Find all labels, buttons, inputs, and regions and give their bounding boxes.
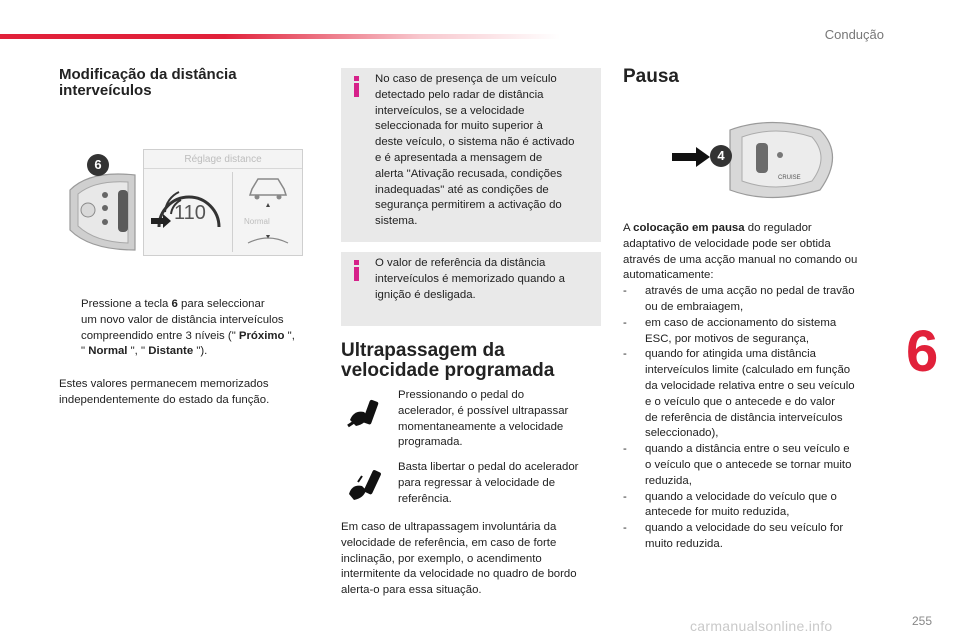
text-line: alerta-o para essa situação.: [341, 584, 482, 597]
pedal-release-text: [398, 460, 598, 507]
list-item-line: quando for atingida uma distância: [645, 348, 816, 361]
info-box-memory: [341, 252, 601, 326]
list-item-line: ESC, por motivos de segurança,: [645, 332, 809, 345]
title-line: interveículos: [59, 82, 152, 99]
title-line: Modificação da distância: [59, 66, 237, 83]
list-item-line: reduzida,: [645, 474, 692, 487]
text-line: inclinação, por exemplo, o acendimento: [341, 552, 542, 565]
list-dash: -: [623, 285, 627, 298]
text-line: intermitente da velocidade no quadro de bordo: [341, 568, 577, 581]
cruise-label: CRUISE: [778, 175, 801, 181]
list-item: [623, 442, 888, 489]
instruction-line: [59, 297, 329, 313]
list-item: [623, 316, 888, 348]
level-name: Normal: [88, 345, 128, 358]
screen-mode-label: Normal: [244, 217, 270, 226]
list-item-line: quando a velocidade do veículo que o: [645, 490, 837, 503]
list-item-line: em caso de accionamento do sistema: [645, 316, 837, 329]
text-line: para regressar à velocidade de: [398, 476, 556, 489]
key-badge-6: 6: [87, 154, 109, 176]
screen-divider: [144, 168, 302, 169]
text-line: segurança permitirem a activação do: [375, 199, 562, 212]
text: ",: [284, 329, 295, 342]
info-icon: [353, 260, 361, 281]
instruction-line: [59, 344, 329, 360]
list-item: [623, 347, 888, 442]
section-title-pause: Pausa: [623, 66, 679, 87]
list-item-line: e o veículo que o antecede e do valor: [645, 395, 835, 408]
screen-title: Réglage distance: [184, 154, 262, 165]
info-text: [375, 256, 599, 303]
emphasis: colocação em pausa: [633, 222, 745, 234]
text-line: momentaneamente a velocidade: [398, 420, 564, 433]
memo-paragraph: [59, 377, 329, 409]
text-line: deste veículo, o sistema não é activado: [375, 136, 575, 149]
list-item-line: ou de embraiagem,: [645, 300, 744, 313]
memo-line: independentemente do estado da função.: [59, 393, 270, 406]
list-item: [623, 284, 888, 316]
list-item-line: quando a distância entre o seu veículo e: [645, 443, 850, 456]
list-dash: -: [623, 522, 627, 535]
list-item-line: antecede for muito reduzida,: [645, 506, 790, 519]
text-line: programada.: [398, 436, 463, 449]
info-icon: [353, 76, 361, 97]
text: Pressione a tecla: [81, 298, 172, 310]
text-line: detectado pelo radar de distância: [375, 88, 544, 101]
text-line: Basta libertar o pedal do acelerador: [398, 461, 579, 473]
text-line: alerta "Ativação recusada, condições: [375, 167, 563, 180]
text-line: sistema.: [375, 215, 418, 228]
memo-line: Estes valores permanecem memorizados: [59, 378, 269, 390]
list-item-line: muito reduzida.: [645, 537, 723, 550]
key-badge-4: 4: [710, 145, 732, 167]
list-item-line: seleccionado),: [645, 427, 719, 440]
title-line: velocidade programada: [341, 360, 555, 381]
text-line: automaticamente:: [623, 269, 714, 282]
intro-lines: [623, 237, 888, 284]
pause-intro: [623, 221, 888, 553]
section-title-overtake: [341, 341, 554, 381]
level-name: Próximo: [238, 329, 285, 342]
instruction-line: um novo valor de distância interveículos: [81, 313, 284, 326]
foot-press-pedal-icon: [346, 396, 382, 432]
pause-conditions-list: [623, 284, 888, 553]
text-line: No caso de presença de um veículo: [375, 73, 557, 85]
screen-vdivider: [232, 172, 233, 252]
text-line: acelerador, é possível ultrapassar: [398, 404, 569, 417]
key-ref: 6: [171, 298, 178, 310]
text-line: e é apresentada a mensagem de: [375, 151, 543, 164]
text-line: interveículos, se a velocidade: [375, 104, 525, 117]
page-number: 255: [912, 614, 933, 628]
section-title-distance: [59, 67, 237, 99]
speed-readout: 110: [174, 202, 206, 224]
steering-pad-icon: [670, 115, 880, 205]
distance-setting-screen: [143, 149, 303, 256]
text: A: [623, 222, 634, 234]
text-line: Pressionando o pedal do: [398, 389, 525, 401]
text: compreendido entre 3 níveis (": [81, 329, 239, 342]
list-dash: -: [623, 348, 627, 361]
text-line: através de uma acção manual no comando ou: [623, 253, 858, 266]
list-dash: -: [623, 490, 627, 503]
list-item-line: de referência de distância interveículos: [645, 411, 843, 424]
pedal-press-text: [398, 388, 598, 451]
text-line: inadequadas" até as condições de: [375, 183, 549, 196]
text-line: O valor de referência da distância: [375, 257, 546, 269]
pause-control-illustration: [670, 115, 880, 205]
text-line: velocidade de referência, em caso de forte: [341, 536, 557, 549]
list-item: [623, 521, 888, 553]
text: do regulador: [744, 222, 812, 234]
instruction-paragraph: [59, 297, 329, 360]
text: ").: [193, 345, 208, 358]
text-line: adaptativo de velocidade pode ser obtida: [623, 237, 831, 250]
text-line: interveículos é memorizado quando a: [375, 272, 565, 285]
watermark: carmanualsonline.info: [690, 618, 833, 634]
list-item-line: interveículos limite (calculado em função: [645, 364, 851, 377]
text-line: seleccionada for muito superior à: [375, 120, 543, 133]
info-box-radar: [341, 68, 601, 242]
list-item-line: quando a velocidade do seu veículo for: [645, 522, 844, 535]
text-line: referência.: [398, 492, 452, 505]
list-item-line: da velocidade relativa entre o seu veículo: [645, 379, 855, 392]
instruction-line: [59, 329, 329, 345]
header-accent-bar: [0, 34, 560, 39]
text-line: Em caso de ultrapassagem involuntária da: [341, 521, 557, 533]
list-item: [623, 490, 888, 522]
overtake-note: [341, 520, 601, 599]
level-name: Distante: [148, 345, 194, 358]
list-item-line: o veículo que o antecede se tornar muito: [645, 458, 852, 471]
text: para seleccionar: [177, 298, 265, 310]
text: ", ": [127, 345, 149, 358]
list-item-line: através de uma acção no pedal de travão: [645, 285, 855, 298]
list-dash: -: [623, 443, 627, 456]
title-line: Ultrapassagem da: [341, 340, 505, 361]
text: ": [81, 345, 89, 358]
info-text: [375, 72, 599, 230]
distance-mode-icon: [244, 175, 294, 245]
foot-release-pedal-icon: [346, 468, 382, 504]
text-line: ignição é desligada.: [375, 288, 476, 301]
section-label: Condução: [824, 27, 884, 42]
intro-line: [623, 221, 888, 237]
list-dash: -: [623, 316, 627, 329]
chapter-number: 6: [906, 319, 939, 384]
